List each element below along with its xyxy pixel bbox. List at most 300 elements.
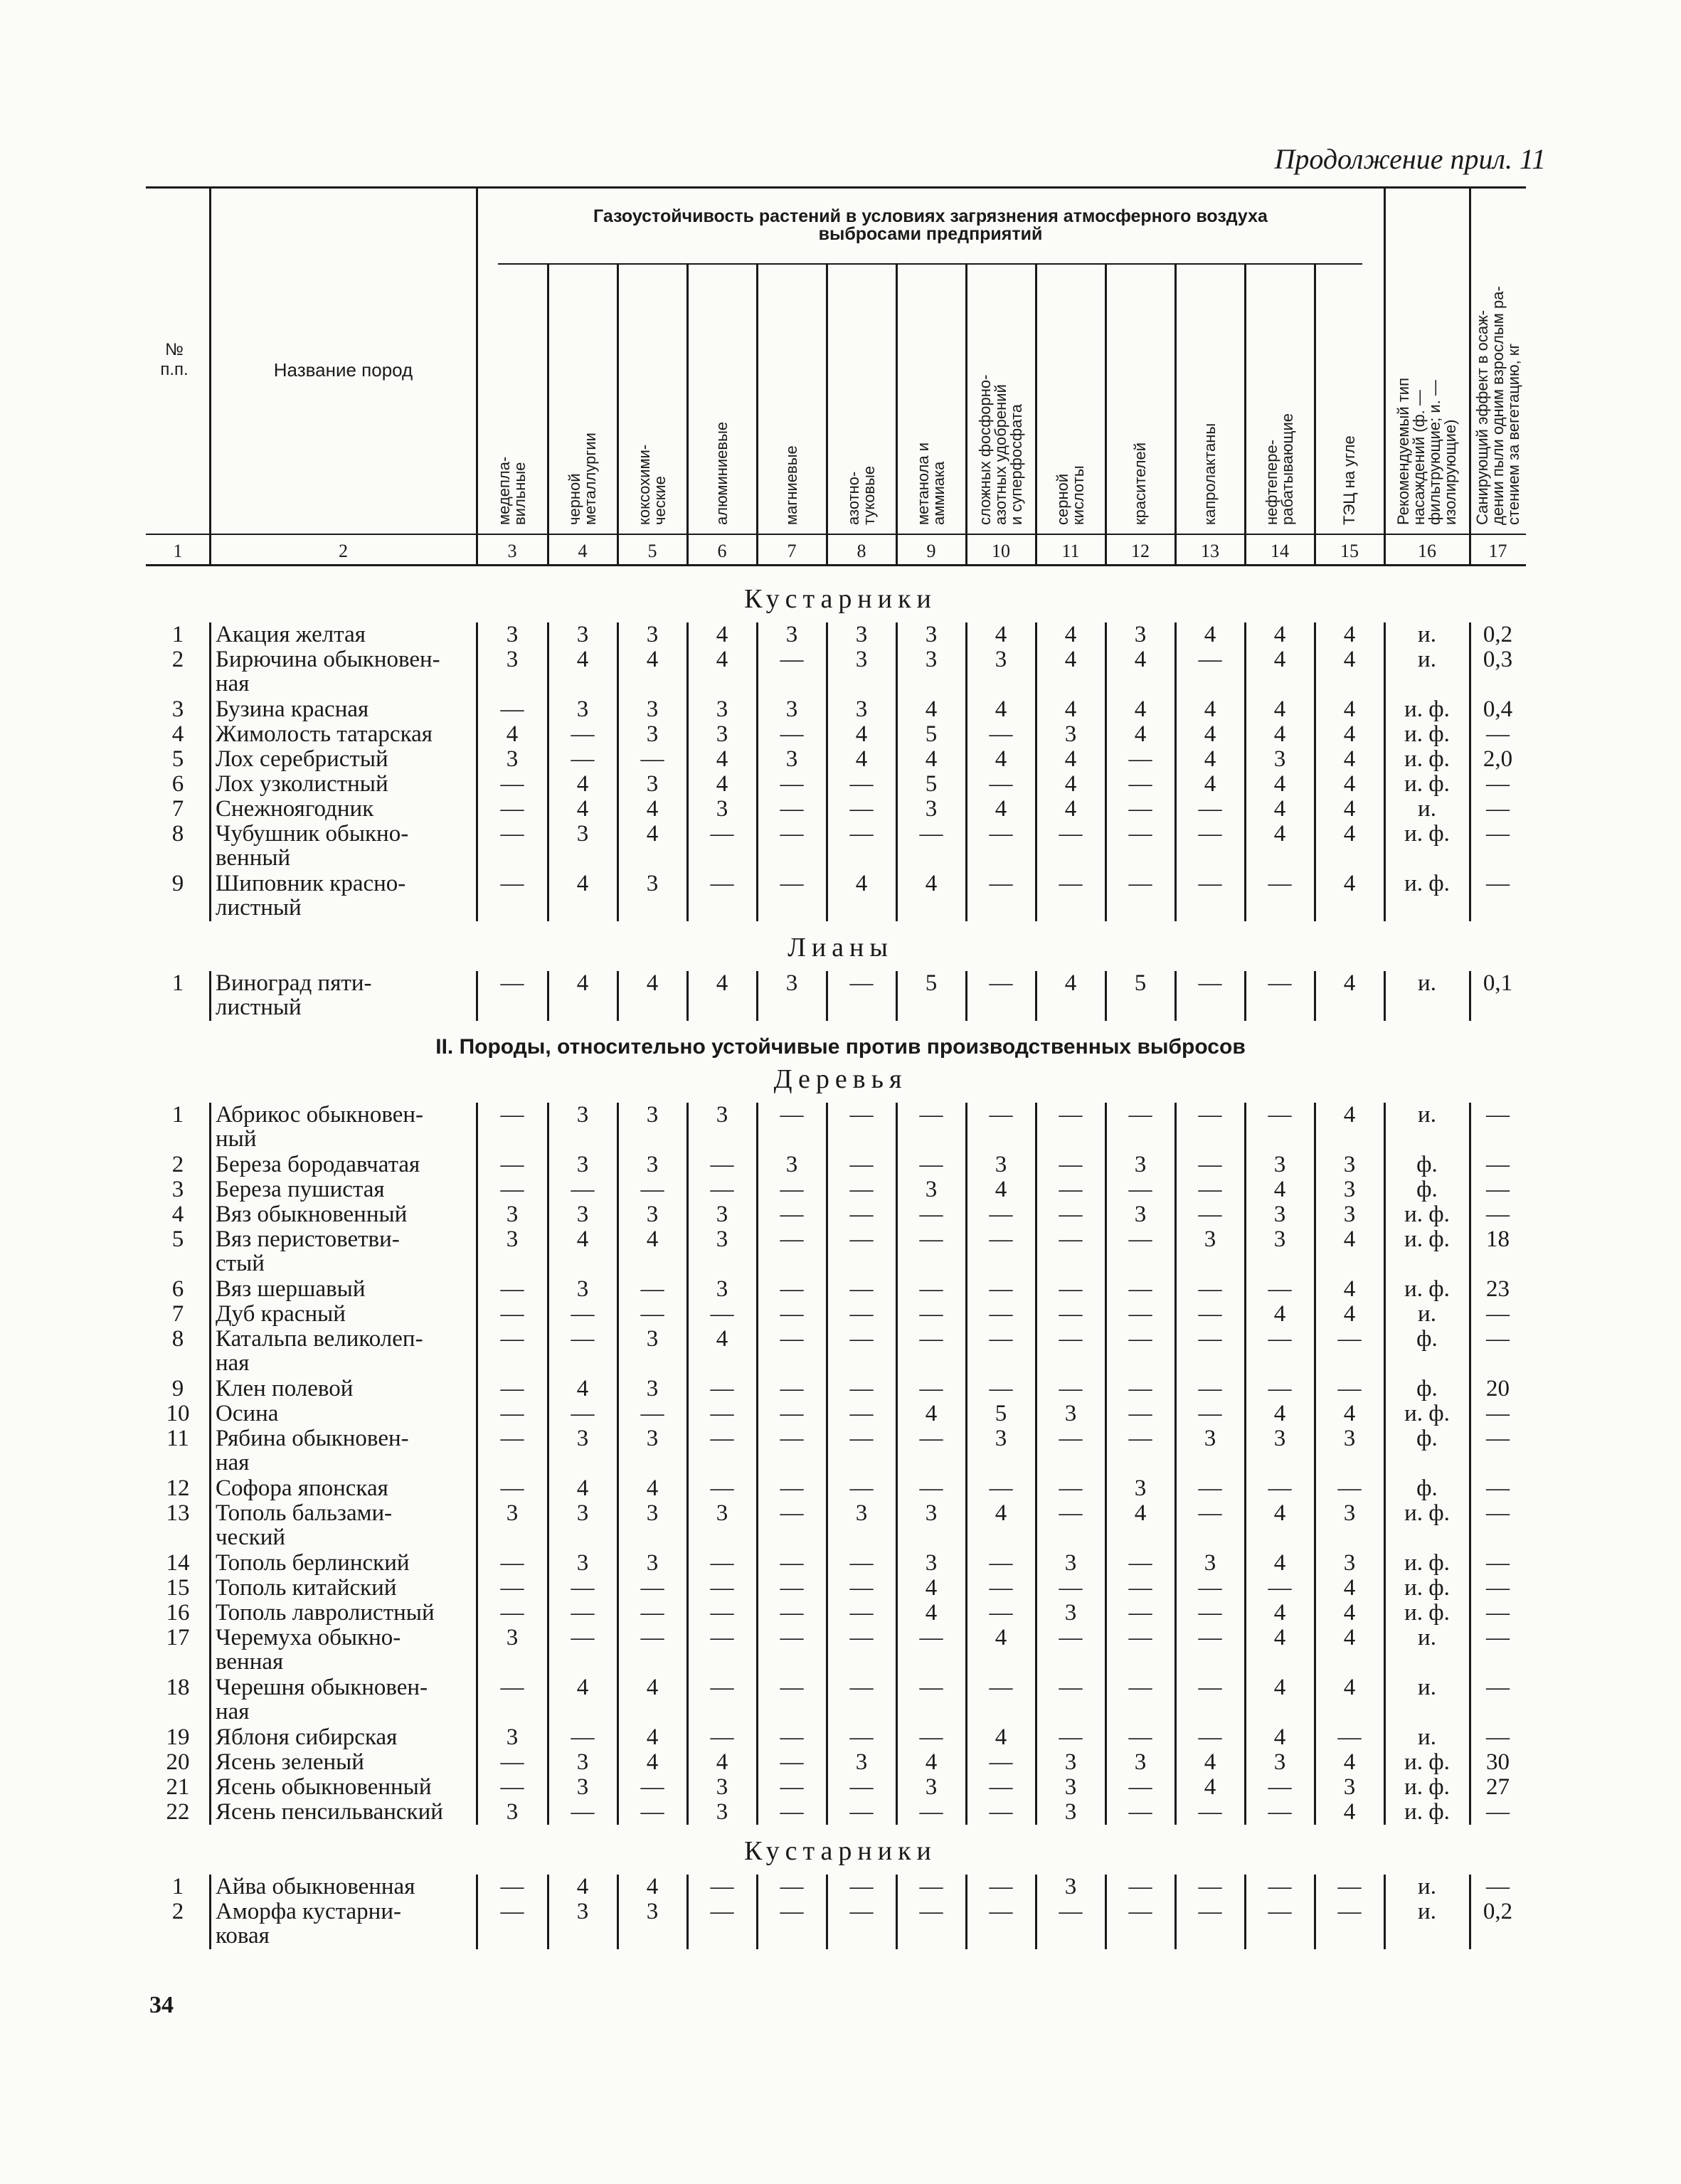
- value-cell: 3: [716, 721, 728, 747]
- value-cell: 5: [925, 970, 938, 996]
- value-cell: —: [919, 1301, 943, 1327]
- row-name: Рябина обыкновен- ная: [216, 1426, 409, 1475]
- value-cell: 4: [646, 647, 659, 672]
- row-number: 5: [171, 746, 184, 772]
- value-cell: 3: [716, 1500, 728, 1526]
- type-cell: и. ф.: [1404, 1500, 1450, 1526]
- column-rule: [476, 1103, 478, 1825]
- row-name: Береза бородавчатая: [216, 1152, 420, 1177]
- value-cell: —: [1128, 1301, 1152, 1327]
- column-rule: [1384, 1103, 1386, 1825]
- value-cell: —: [1059, 1276, 1083, 1302]
- value-cell: —: [780, 1575, 804, 1601]
- type-cell: и. ф.: [1404, 1550, 1450, 1576]
- value-cell: —: [1198, 1401, 1222, 1426]
- value-cell: —: [1128, 1276, 1152, 1302]
- value-cell: 3: [576, 1276, 589, 1302]
- header-industry-7: метанола и аммиака: [914, 442, 948, 525]
- value-cell: —: [1198, 821, 1222, 847]
- value-cell: 4: [716, 746, 728, 772]
- column-rule: [617, 263, 619, 566]
- value-cell: —: [1128, 1376, 1152, 1401]
- value-cell: 3: [646, 771, 659, 797]
- row-number: 2: [171, 647, 184, 672]
- type-cell: и.: [1418, 796, 1436, 822]
- value-cell: 3: [1064, 1749, 1077, 1775]
- type-cell: и.: [1418, 1625, 1436, 1650]
- value-cell: —: [500, 1475, 524, 1501]
- column-rule: [896, 1103, 898, 1825]
- value-cell: 3: [855, 622, 868, 647]
- value-cell: 4: [646, 821, 659, 847]
- value-cell: 4: [1343, 1301, 1356, 1327]
- row-name: Тополь берлинский: [216, 1550, 410, 1576]
- value-cell: —: [849, 1276, 874, 1302]
- value-cell: —: [710, 1675, 734, 1700]
- value-cell: —: [1337, 1326, 1362, 1352]
- value-cell: 4: [995, 796, 1007, 822]
- value-cell: —: [1198, 1575, 1222, 1601]
- row-number: 22: [166, 1799, 190, 1825]
- value-cell: 3: [925, 647, 938, 672]
- value-cell: —: [989, 1874, 1013, 1899]
- value-cell: —: [640, 1177, 664, 1202]
- row-name: Чубушник обыкно- венный: [216, 821, 409, 871]
- column-rule: [1174, 1103, 1177, 1825]
- value-cell: —: [989, 1475, 1013, 1501]
- value-cell: 3: [785, 622, 798, 647]
- rule-line: [146, 534, 1526, 535]
- type-cell: ф.: [1416, 1426, 1438, 1451]
- value-cell: —: [919, 1675, 943, 1700]
- value-cell: 3: [1273, 1749, 1286, 1775]
- value-cell: —: [500, 1177, 524, 1202]
- value-cell: —: [1128, 1177, 1152, 1202]
- row-name: Лох узколистный: [216, 771, 388, 797]
- row-number: 5: [171, 1226, 184, 1252]
- value-cell: 3: [646, 1899, 659, 1924]
- column-rule: [476, 622, 478, 921]
- value-cell: —: [640, 746, 664, 772]
- value-cell: —: [919, 1102, 943, 1128]
- value-cell: 3: [646, 1500, 659, 1526]
- column-rule: [1244, 622, 1246, 921]
- value-cell: 3: [925, 1500, 938, 1526]
- effect-cell: —: [1486, 1152, 1510, 1177]
- type-cell: и. ф.: [1404, 871, 1450, 896]
- effect-cell: —: [1486, 1799, 1510, 1825]
- value-cell: —: [1128, 1226, 1152, 1252]
- value-cell: —: [1128, 1874, 1152, 1899]
- row-number: 13: [166, 1500, 190, 1526]
- header-industry-11: капролактаны: [1201, 423, 1219, 525]
- value-cell: 4: [1343, 970, 1356, 996]
- value-cell: 3: [1064, 1799, 1077, 1825]
- value-cell: —: [500, 1550, 524, 1576]
- value-cell: 3: [995, 647, 1007, 672]
- value-cell: —: [571, 1401, 595, 1426]
- value-cell: 4: [576, 647, 589, 672]
- type-cell: и.: [1418, 1301, 1436, 1327]
- value-cell: —: [1059, 1899, 1083, 1924]
- value-cell: —: [571, 1301, 595, 1327]
- value-cell: —: [710, 1550, 734, 1576]
- value-cell: 3: [785, 1152, 798, 1177]
- value-cell: —: [571, 1575, 595, 1601]
- value-cell: 3: [646, 1152, 659, 1177]
- value-cell: —: [1059, 1102, 1083, 1128]
- value-cell: 3: [1343, 1426, 1356, 1451]
- value-cell: 4: [1064, 771, 1077, 797]
- column-number: 1: [173, 541, 183, 561]
- value-cell: —: [1128, 1600, 1152, 1626]
- value-cell: 3: [925, 1774, 938, 1800]
- value-cell: 4: [1134, 721, 1147, 747]
- value-cell: —: [1059, 1326, 1083, 1352]
- value-cell: —: [989, 1799, 1013, 1825]
- effect-cell: —: [1486, 1724, 1510, 1750]
- column-rule: [1469, 186, 1471, 566]
- column-rule: [476, 1875, 478, 1949]
- value-cell: —: [500, 1874, 524, 1899]
- header-industry-13: ТЭЦ на угле: [1340, 435, 1358, 525]
- value-cell: —: [710, 1152, 734, 1177]
- value-cell: 3: [1204, 1226, 1216, 1252]
- value-cell: 4: [1134, 696, 1147, 722]
- value-cell: 4: [576, 1675, 589, 1700]
- value-cell: 3: [716, 1774, 728, 1800]
- type-cell: и.: [1418, 1675, 1436, 1700]
- value-cell: —: [1128, 1401, 1152, 1426]
- value-cell: —: [1128, 771, 1152, 797]
- value-cell: 4: [1204, 1774, 1216, 1800]
- value-cell: 4: [1204, 696, 1216, 722]
- value-cell: —: [1128, 1675, 1152, 1700]
- row-number: 1: [171, 622, 184, 647]
- column-number: 10: [992, 541, 1010, 561]
- column-rule: [965, 263, 967, 566]
- value-cell: —: [1059, 1625, 1083, 1650]
- value-cell: 4: [1343, 871, 1356, 896]
- column-rule: [826, 1875, 828, 1949]
- value-cell: —: [710, 871, 734, 896]
- value-cell: —: [710, 1401, 734, 1426]
- value-cell: —: [1059, 1152, 1083, 1177]
- column-rule: [965, 1875, 967, 1949]
- value-cell: —: [919, 1276, 943, 1302]
- type-cell: и. ф.: [1404, 1276, 1450, 1302]
- value-cell: 3: [1134, 1475, 1147, 1501]
- value-cell: 4: [995, 1625, 1007, 1650]
- value-cell: —: [1059, 1202, 1083, 1227]
- type-cell: ф.: [1416, 1152, 1438, 1177]
- page-number: 34: [149, 1992, 174, 2018]
- value-cell: —: [780, 1177, 804, 1202]
- value-cell: 4: [855, 871, 868, 896]
- header-industry-10: красителей: [1131, 442, 1149, 525]
- value-cell: 4: [1343, 1600, 1356, 1626]
- value-cell: —: [710, 821, 734, 847]
- column-rule: [1469, 1875, 1471, 1949]
- value-cell: 4: [925, 1749, 938, 1775]
- value-cell: 4: [1343, 1226, 1356, 1252]
- column-rule: [826, 1103, 828, 1825]
- value-cell: —: [919, 1724, 943, 1750]
- column-rule: [756, 1875, 758, 1949]
- effect-cell: 23: [1486, 1276, 1510, 1302]
- value-cell: —: [780, 871, 804, 896]
- column-rule: [1105, 1103, 1107, 1825]
- rule-line: [146, 186, 1526, 189]
- value-cell: —: [500, 1426, 524, 1451]
- column-rule: [965, 1103, 967, 1825]
- value-cell: 4: [1273, 696, 1286, 722]
- value-cell: 3: [855, 1749, 868, 1775]
- value-cell: —: [710, 1301, 734, 1327]
- row-name: Аморфа кустарни- ковая: [216, 1899, 401, 1949]
- value-cell: 4: [576, 970, 589, 996]
- header-effect: Санирующий эффект в осаж- дении пыли одним взрослым ра- стением за вегетацию, кг: [1473, 286, 1522, 525]
- value-cell: 4: [646, 1724, 659, 1750]
- value-cell: —: [1059, 1301, 1083, 1327]
- value-cell: —: [1059, 1475, 1083, 1501]
- value-cell: —: [989, 1326, 1013, 1352]
- column-number: 13: [1201, 541, 1219, 561]
- value-cell: 4: [855, 746, 868, 772]
- value-cell: 3: [646, 1426, 659, 1451]
- row-name: Абрикос обыкновен- ный: [216, 1102, 424, 1152]
- column-number: 15: [1340, 541, 1359, 561]
- value-cell: —: [1059, 1426, 1083, 1451]
- value-cell: 4: [646, 1475, 659, 1501]
- header-rec-type: Рекомендуемый тип насаждений (ф. — фильтрующие; и. — изолирующие): [1394, 377, 1459, 525]
- value-cell: —: [849, 796, 874, 822]
- column-rule: [1035, 1103, 1037, 1825]
- value-cell: —: [1198, 1376, 1222, 1401]
- value-cell: —: [571, 1177, 595, 1202]
- value-cell: —: [571, 1625, 595, 1650]
- value-cell: —: [849, 1899, 874, 1924]
- column-number: 9: [926, 541, 936, 561]
- value-cell: —: [640, 1600, 664, 1626]
- column-rule: [209, 971, 211, 1021]
- value-cell: 4: [716, 1326, 728, 1352]
- value-cell: 4: [1343, 796, 1356, 822]
- value-cell: —: [849, 1226, 874, 1252]
- value-cell: 3: [716, 1799, 728, 1825]
- value-cell: —: [849, 1102, 874, 1128]
- row-name: Лох серебристый: [216, 746, 388, 772]
- value-cell: —: [989, 1899, 1013, 1924]
- row-name: Шиповник красно- листный: [216, 871, 406, 921]
- value-cell: 3: [925, 1550, 938, 1576]
- row-number: 4: [171, 1202, 184, 1227]
- value-cell: 4: [576, 1874, 589, 1899]
- value-cell: —: [1268, 1874, 1292, 1899]
- value-cell: 4: [1343, 821, 1356, 847]
- value-cell: 3: [576, 1550, 589, 1576]
- value-cell: 4: [1343, 1749, 1356, 1775]
- value-cell: —: [500, 696, 524, 722]
- column-rule: [1035, 971, 1037, 1021]
- type-cell: и.: [1418, 647, 1436, 672]
- value-cell: 3: [576, 1202, 589, 1227]
- header-industry-3: коксохими- ческие: [635, 444, 669, 525]
- value-cell: 3: [1273, 1226, 1286, 1252]
- column-rule: [896, 622, 898, 921]
- value-cell: —: [710, 1575, 734, 1601]
- column-number: 8: [857, 541, 866, 561]
- row-name: Тополь лавролистный: [216, 1600, 435, 1626]
- column-rule: [1174, 622, 1177, 921]
- effect-cell: —: [1486, 1102, 1510, 1128]
- row-number: 1: [171, 970, 184, 996]
- value-cell: 4: [1273, 821, 1286, 847]
- value-cell: 4: [855, 721, 868, 747]
- value-cell: —: [780, 1401, 804, 1426]
- row-number: 7: [171, 1301, 184, 1327]
- column-rule: [547, 622, 549, 921]
- value-cell: 3: [1273, 1426, 1286, 1451]
- row-name: Ясень пенсильванский: [216, 1799, 443, 1825]
- value-cell: —: [780, 721, 804, 747]
- value-cell: 3: [1064, 1600, 1077, 1626]
- value-cell: 4: [1273, 1301, 1286, 1327]
- value-cell: 3: [576, 1102, 589, 1128]
- value-cell: —: [780, 821, 804, 847]
- value-cell: 3: [1273, 746, 1286, 772]
- value-cell: 3: [1273, 1202, 1286, 1227]
- column-rule: [1105, 263, 1107, 566]
- value-cell: 4: [1064, 622, 1077, 647]
- value-cell: 5: [925, 721, 938, 747]
- value-cell: 4: [576, 1475, 589, 1501]
- row-name: Вяз обыкновенный: [216, 1202, 408, 1227]
- value-cell: —: [1128, 1575, 1152, 1601]
- value-cell: —: [919, 1202, 943, 1227]
- value-cell: 3: [716, 796, 728, 822]
- value-cell: 3: [1134, 1152, 1147, 1177]
- value-cell: 4: [716, 970, 728, 996]
- value-cell: 3: [1064, 1550, 1077, 1576]
- value-cell: 3: [716, 1102, 728, 1128]
- value-cell: —: [780, 1276, 804, 1302]
- column-rule: [896, 263, 898, 566]
- value-cell: —: [780, 1749, 804, 1775]
- column-number: 11: [1061, 541, 1080, 561]
- value-cell: 4: [646, 1749, 659, 1775]
- value-cell: —: [1198, 1675, 1222, 1700]
- value-cell: —: [500, 1749, 524, 1775]
- column-rule: [965, 622, 967, 921]
- section-title: Лианы: [788, 933, 893, 963]
- type-cell: и. ф.: [1404, 696, 1450, 722]
- value-cell: —: [1337, 1376, 1362, 1401]
- value-cell: 4: [1204, 1749, 1216, 1775]
- value-cell: —: [849, 1625, 874, 1650]
- value-cell: 4: [716, 1749, 728, 1775]
- column-rule: [896, 1875, 898, 1949]
- value-cell: 4: [646, 1874, 659, 1899]
- column-rule: [1174, 263, 1177, 566]
- value-cell: 4: [1343, 1625, 1356, 1650]
- value-cell: —: [849, 1301, 874, 1327]
- column-number: 4: [578, 541, 588, 561]
- value-cell: 4: [1273, 622, 1286, 647]
- value-cell: —: [640, 1625, 664, 1650]
- value-cell: 4: [1273, 771, 1286, 797]
- value-cell: 3: [995, 1152, 1007, 1177]
- value-cell: —: [1268, 1899, 1292, 1924]
- value-cell: 3: [646, 721, 659, 747]
- header-industry-9: серной кислоты: [1054, 465, 1087, 525]
- column-rule: [1469, 971, 1471, 1021]
- value-cell: 3: [646, 696, 659, 722]
- row-number: 9: [171, 1376, 184, 1401]
- value-cell: —: [919, 1799, 943, 1825]
- header-num: № п.п.: [160, 340, 189, 379]
- row-name: Вяз перистоветви- стый: [216, 1226, 400, 1276]
- value-cell: —: [500, 1376, 524, 1401]
- value-cell: 3: [716, 1276, 728, 1302]
- column-rule: [1384, 1875, 1386, 1949]
- column-rule: [1314, 263, 1316, 566]
- column-rule: [1105, 971, 1107, 1021]
- row-name: Бирючина обыкновен- ная: [216, 647, 440, 696]
- value-cell: —: [1268, 1475, 1292, 1501]
- effect-cell: 18: [1486, 1226, 1510, 1252]
- value-cell: 3: [506, 1226, 519, 1252]
- value-cell: 4: [646, 970, 659, 996]
- value-cell: —: [500, 1575, 524, 1601]
- value-cell: 4: [1343, 721, 1356, 747]
- effect-cell: —: [1486, 1202, 1510, 1227]
- row-number: 10: [166, 1401, 190, 1426]
- value-cell: —: [710, 1475, 734, 1501]
- value-cell: 3: [646, 1102, 659, 1128]
- value-cell: —: [1128, 1326, 1152, 1352]
- row-number: 1: [171, 1874, 184, 1899]
- value-cell: 3: [855, 647, 868, 672]
- column-rule: [756, 263, 758, 566]
- column-number: 3: [507, 541, 517, 561]
- value-cell: —: [780, 1675, 804, 1700]
- value-cell: —: [989, 1575, 1013, 1601]
- column-rule: [1174, 971, 1177, 1021]
- value-cell: —: [989, 1376, 1013, 1401]
- row-name: Черешня обыкновен- ная: [216, 1675, 428, 1724]
- value-cell: —: [780, 1301, 804, 1327]
- value-cell: —: [849, 1326, 874, 1352]
- value-cell: —: [1128, 1799, 1152, 1825]
- value-cell: —: [919, 821, 943, 847]
- value-cell: —: [919, 1426, 943, 1451]
- column-rule: [1469, 622, 1471, 921]
- type-cell: и.: [1418, 622, 1436, 647]
- value-cell: —: [710, 1899, 734, 1924]
- value-cell: 3: [646, 1550, 659, 1576]
- effect-cell: —: [1486, 1625, 1510, 1650]
- value-cell: —: [571, 1326, 595, 1352]
- value-cell: 3: [506, 622, 519, 647]
- value-cell: —: [500, 1401, 524, 1426]
- value-cell: 4: [1343, 1575, 1356, 1601]
- value-cell: 3: [1064, 1401, 1077, 1426]
- row-number: 3: [171, 1177, 184, 1202]
- value-cell: 3: [1064, 1874, 1077, 1899]
- value-cell: —: [1059, 821, 1083, 847]
- value-cell: 4: [925, 1600, 938, 1626]
